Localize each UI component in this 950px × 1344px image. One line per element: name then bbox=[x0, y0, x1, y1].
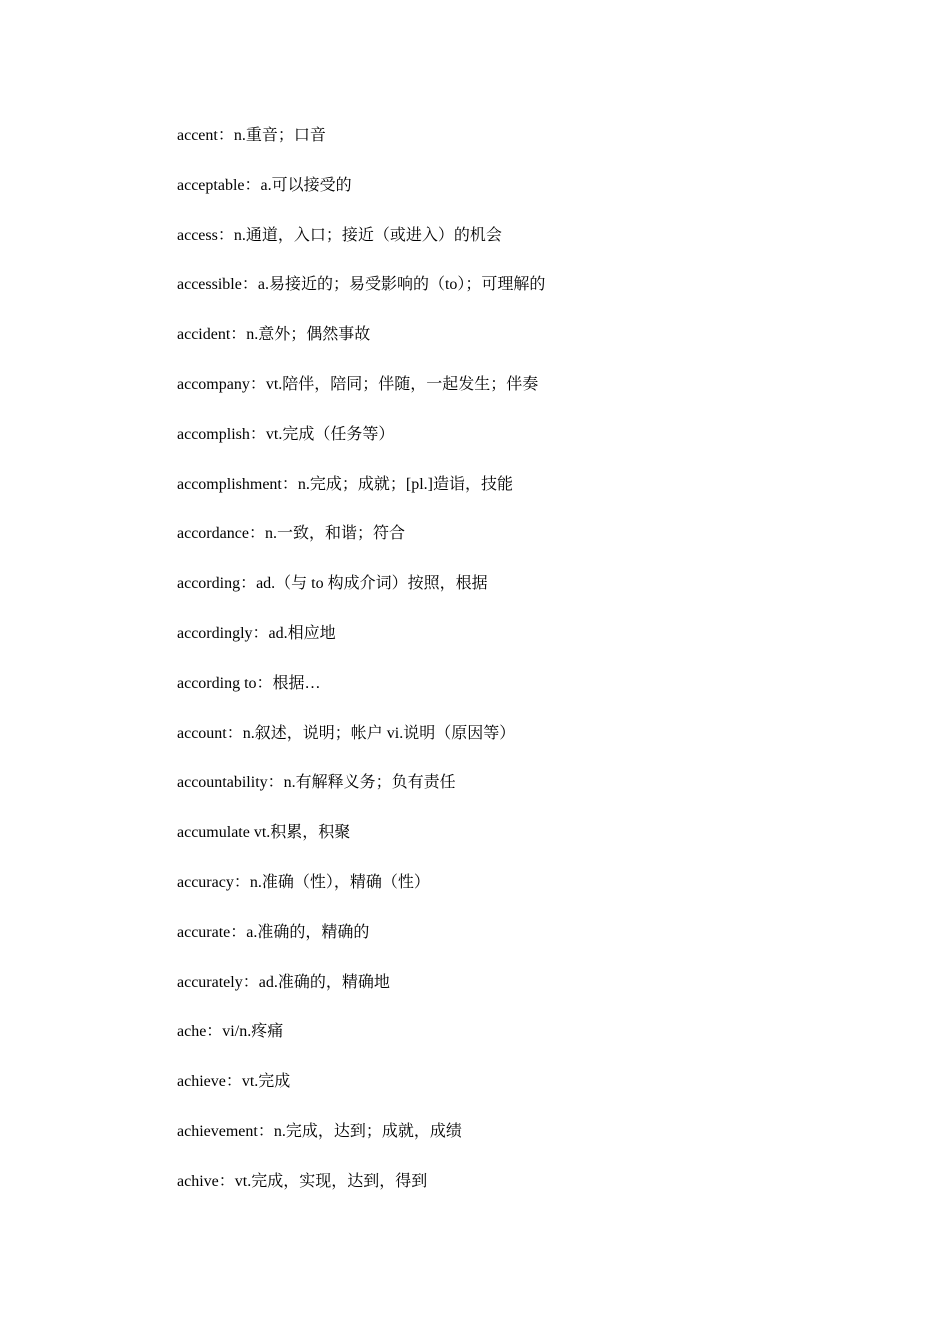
vocab-entry: achievement：n.完成，达到；成就，成绩 bbox=[177, 1122, 462, 1140]
vocab-entry: achieve：vt.完成 bbox=[177, 1073, 291, 1091]
vocab-entry: accessible：a.易接近的；易受影响的（to）；可理解的 bbox=[177, 276, 546, 294]
vocabulary-list bbox=[177, 124, 545, 1220]
vocab-entry: accurately：ad.准确的，精确地 bbox=[177, 973, 390, 991]
vocab-entry: accident：n.意外；偶然事故 bbox=[177, 326, 371, 344]
vocab-entry: accumulate vt.积累，积聚 bbox=[177, 824, 351, 842]
vocab-entry: accomplishment：n.完成；成就；[pl.]造诣，技能 bbox=[177, 475, 513, 493]
vocab-entry: ache：vi/n.疼痛 bbox=[177, 1023, 284, 1041]
vocab-entry: accuracy：n.准确（性），精确（性） bbox=[177, 873, 430, 891]
vocab-entry: achive：vt.完成，实现，达到，得到 bbox=[177, 1172, 428, 1190]
vocab-entry: acceptable：a.可以接受的 bbox=[177, 176, 352, 194]
vocab-entry: according：ad.（与 to 构成介词）按照，根据 bbox=[177, 575, 488, 593]
vocab-entry: accurate：a.准确的，精确的 bbox=[177, 923, 370, 941]
vocab-entry: accordance：n.一致，和谐；符合 bbox=[177, 525, 405, 543]
vocab-entry: according to：根据… bbox=[177, 674, 321, 692]
vocab-entry: accompany：vt.陪伴，陪同；伴随，一起发生；伴奏 bbox=[177, 375, 539, 393]
vocab-entry: accountability：n.有解释义务；负有责任 bbox=[177, 774, 456, 792]
vocab-entry: accomplish：vt.完成（任务等） bbox=[177, 425, 395, 443]
vocab-entry: accordingly：ad.相应地 bbox=[177, 624, 336, 642]
vocab-entry: access：n.通道，入口；接近（或进入）的机会 bbox=[177, 226, 502, 244]
vocab-entry: accent：n.重音；口音 bbox=[177, 127, 326, 144]
vocab-entry: account：n.叙述，说明；帐户 vi.说明（原因等） bbox=[177, 724, 516, 742]
